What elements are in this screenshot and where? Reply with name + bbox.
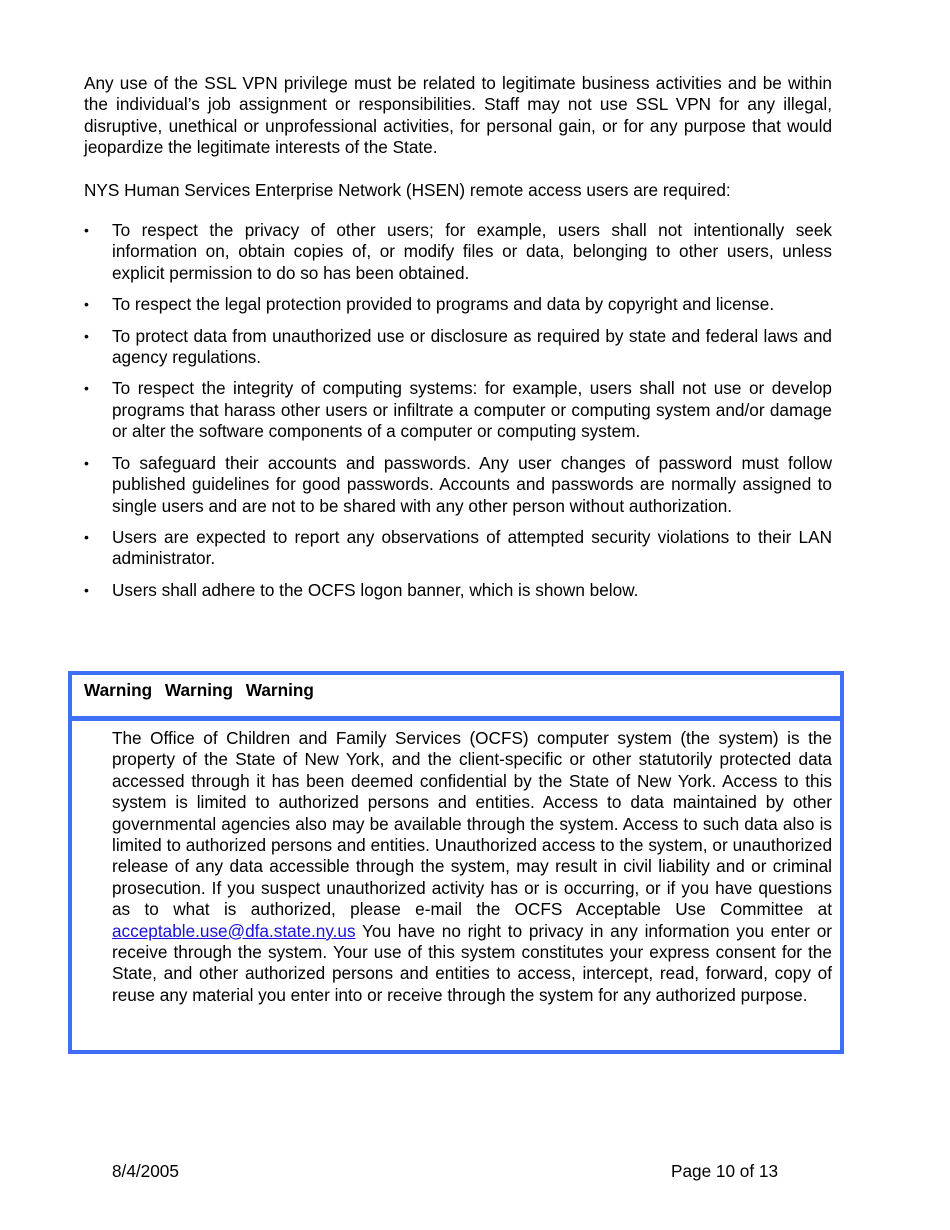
intro-paragraph: Any use of the SSL VPN privilege must be related to legitimate business activities and be within the individual’s job assignment or responsibilities. Staff may not use SSL VPN for any illegal, disruptive, unethical or unprofessional activities, for personal gain, or for any purpose that would jeopardize the legitimate interests of the State.	[84, 73, 832, 158]
email-link[interactable]: acceptable.use@dfa.state.ny.us	[112, 920, 356, 941]
list-item	[84, 220, 832, 284]
list-item-text: To protect data from unauthorized use or disclosure as required by state and federal laws and agency regulations.	[112, 325, 832, 368]
document-body	[84, 73, 832, 611]
list-item	[84, 326, 832, 369]
warning-title: Warning Warning Warning	[84, 680, 314, 700]
bullet-icon: •	[84, 296, 89, 313]
bullet-icon: •	[84, 528, 89, 545]
list-item-text: To respect the integrity of computing systems: for example, users shall not use or develop programs that harass other users or infiltrate a computer or computing system and/or damage or alter the software components of a computer or computing system.	[112, 378, 832, 442]
warning-header	[72, 675, 840, 721]
warning-text-before-link: The Office of Children and Family Services (OCFS) computer system (the system) is the property of the State of New York, and the client-specific or other statutorily protected data accessed through it has been deemed confidential by the State of New York. Access to this system is limited to authorized persons and entities. Access to data maintained by other governmental agencies also may be available through the system. Access to such data also is limited to authorized persons and entities. Unauthorized access to the system, or unauthorized release of any data accessible through the system, may result in civil liability and or criminal prosecution. If you suspect unauthorized activity has or is occurring, or if you have questions as to what is authorized, please e-mail the OCFS Acceptable Use Committee at	[112, 728, 832, 920]
bullet-icon: •	[84, 222, 89, 239]
list-item	[84, 453, 832, 517]
bullet-icon: •	[84, 327, 89, 344]
list-item-text: To safeguard their accounts and passwords. Any user changes of password must follow published guidelines for good passwords. Accounts and passwords are normally assigned to single users and are not to be shared with any other person without authorization.	[112, 452, 832, 516]
requirements-lead: NYS Human Services Enterprise Network (HSEN) remote access users are required:	[84, 179, 731, 200]
bullet-icon: •	[84, 380, 89, 397]
list-item	[84, 378, 832, 442]
requirements-list	[84, 220, 832, 601]
warning-banner-box	[68, 671, 844, 1054]
warning-body	[72, 721, 840, 1006]
list-item	[84, 527, 832, 570]
list-item-text: To respect the privacy of other users; for example, users shall not intentionally seek information on, obtain copies of, or modify files or data, belonging to other users, unless explicit permission to do so has been obtained.	[112, 220, 832, 283]
bullet-icon: •	[84, 454, 89, 471]
warning-text-after-link: You have no right to privacy in any information you enter or receive through the system. Your use of this system constitutes your express consent for the State, and other authorized persons and entities to access, intercept, read, forward, copy of reuse any material you enter into or receive through the system for any authorized purpose.	[112, 920, 832, 1005]
list-item-text: Users are expected to report any observations of attempted security violations to their LAN administrator.	[112, 526, 832, 569]
list-item	[84, 580, 832, 601]
list-item-text: To respect the legal protection provided to programs and data by copyright and license.	[112, 294, 775, 315]
list-item	[84, 294, 832, 315]
bullet-icon: •	[84, 581, 89, 598]
list-item-text: Users shall adhere to the OCFS logon banner, which is shown below.	[112, 579, 639, 600]
footer-page-number: Page 10 of 13	[671, 1161, 779, 1181]
footer-date: 8/4/2005	[112, 1161, 179, 1181]
